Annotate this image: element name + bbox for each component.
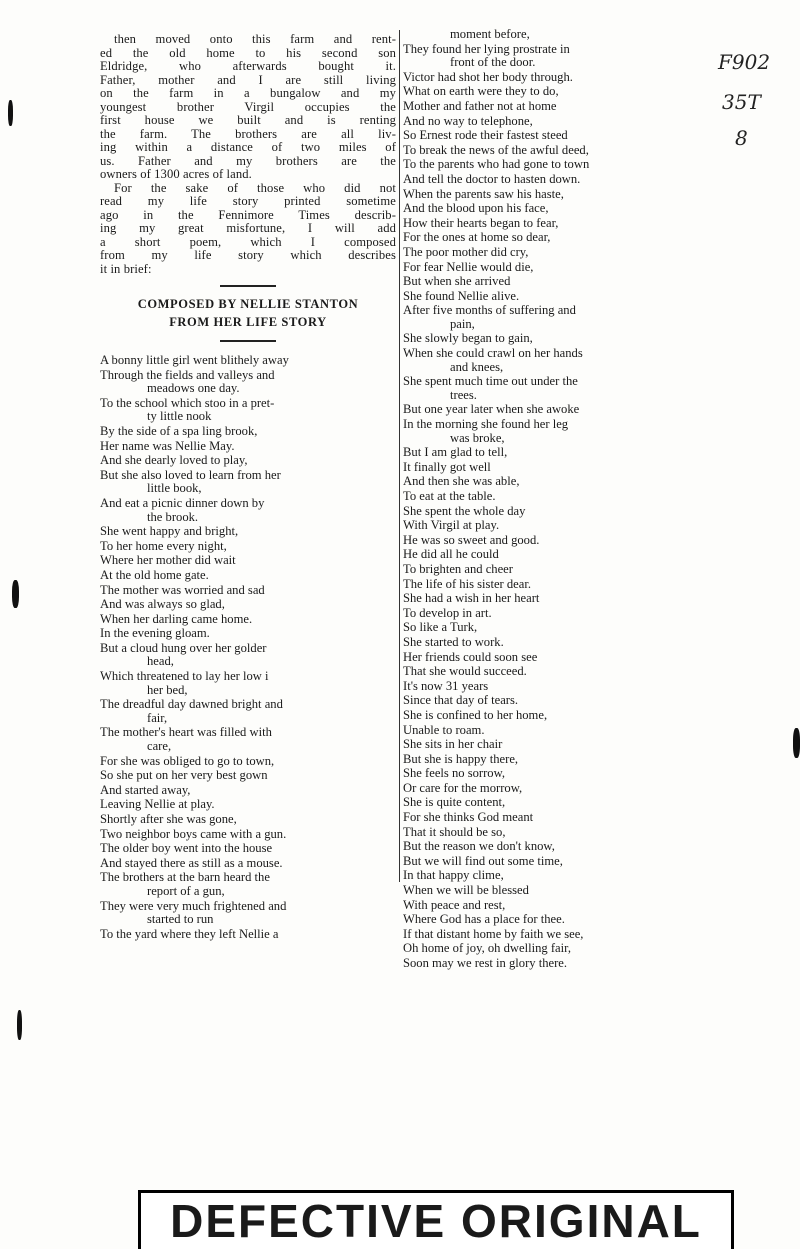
poem-line: Which threatened to lay her low i	[100, 669, 269, 684]
poem-line: And no way to telephone,	[403, 113, 533, 128]
poem-line: And the blood upon his face,	[403, 201, 549, 216]
poem-line: With Virgil at play.	[403, 518, 500, 533]
poem-line: She started to work.	[403, 634, 504, 649]
poem-line: For she thinks God meant	[403, 810, 534, 825]
binding-mark	[8, 100, 13, 126]
intro-line: youngest brother Virgil occupies the	[100, 99, 396, 114]
poem-line: Through the fields and valleys and	[100, 367, 275, 382]
poem-line: To break the news of the awful deed,	[403, 142, 589, 157]
poem-line: And eat a picnic dinner down by	[100, 495, 265, 510]
poem-line: But when she arrived	[403, 274, 511, 289]
poem-line: How their hearts began to fear,	[403, 215, 559, 230]
poem-line: But I am glad to tell,	[403, 445, 508, 460]
poem-line: When her darling came home.	[100, 611, 253, 626]
intro-paragraph	[100, 33, 396, 182]
poem-line: report of a gun,	[147, 883, 225, 898]
intro-line: Eldridge, who afterwards bought it.	[100, 59, 396, 73]
poem-line: When the parents saw his haste,	[403, 186, 564, 201]
poem-line: In the morning she found her leg	[403, 417, 569, 432]
poem-line: The brothers at the barn heard the	[100, 870, 270, 885]
poem-line: The dreadful day dawned bright and	[100, 697, 283, 712]
binding-mark	[793, 728, 800, 758]
poem-line: It's now 31 years	[403, 678, 489, 693]
poem-line: To eat at the table.	[403, 489, 496, 503]
poem-line: Two neighbor boys came with a gun.	[100, 826, 287, 841]
poem-line: After five months of suffering and	[403, 303, 576, 318]
poem-line: That it should be so,	[403, 824, 506, 839]
poem-line: To the school which stoo in a pret-	[100, 395, 275, 410]
poem-line: trees.	[450, 387, 477, 402]
poem-line: It finally got well	[403, 459, 491, 474]
poem-line: She went happy and bright,	[100, 524, 239, 539]
poem-line: He did all he could	[403, 547, 499, 562]
poem-line: With peace and rest,	[403, 897, 506, 912]
poem-line: A bonny little girl went blithely away	[100, 353, 289, 367]
poem-line: But she also loved to learn from her	[100, 467, 281, 482]
margin-note-1: F902	[718, 50, 771, 74]
poem-line: head,	[147, 654, 174, 669]
poem-line: Her friends could soon see	[403, 649, 538, 664]
poem-line: Leaving Nellie at play.	[100, 797, 215, 812]
paragraph-line: ago in the Fennimore Times describ-	[100, 207, 396, 222]
poem-line: the brook.	[147, 509, 199, 524]
poem-line: And started away,	[100, 782, 191, 797]
poem-line: In the evening gloam.	[100, 626, 210, 641]
poem-right	[403, 28, 697, 971]
poem-line: care,	[147, 739, 172, 754]
right-column	[403, 28, 697, 971]
poem-heading-line2: FROM HER LIFE STORY	[169, 315, 327, 329]
intro-line: owners of 1300 acres of land.	[100, 167, 252, 181]
poem-line: The older boy went into the house	[100, 841, 273, 856]
poem-line: The poor mother did cry,	[403, 244, 529, 259]
intro-line: ing within a distance of two miles of	[100, 140, 396, 154]
poem-line: Since that day of tears.	[403, 693, 519, 708]
poem-line: When we will be blessed	[403, 883, 529, 898]
poem-line: To develop in art.	[403, 605, 492, 620]
binding-mark	[12, 580, 19, 608]
poem-line: But one year later when she awoke	[403, 402, 580, 417]
poem-line: The mother was worried and sad	[100, 582, 265, 597]
poem-line: She spent the whole day	[403, 503, 526, 518]
poem-line: And then she was able,	[403, 474, 520, 489]
poem-line: She found Nellie alive.	[403, 288, 520, 303]
paragraph-line: a short poem, which I composed	[100, 234, 396, 249]
poem-line: little book,	[147, 481, 202, 496]
poem-line: She is confined to her home,	[403, 707, 548, 722]
poem-line: front of the door.	[450, 55, 536, 70]
poem-line: So like a Turk,	[403, 620, 478, 635]
poem-line: And tell the doctor to hasten down.	[403, 171, 581, 186]
poem-line: But she is happy there,	[403, 751, 519, 766]
poem-line: meadows one day.	[147, 381, 240, 396]
poem-line: But a cloud hung over her golder	[100, 640, 267, 655]
poem-line: fair,	[147, 710, 168, 725]
poem-line: When she could crawl on her hands	[403, 346, 583, 361]
poem-line: She is quite content,	[403, 795, 506, 810]
poem-line: Oh home of joy, oh dwelling fair,	[403, 941, 571, 956]
poem-line: For the ones at home so dear,	[403, 230, 551, 245]
poem-line: The mother's heart was filled with	[100, 725, 272, 740]
poem-left	[100, 354, 396, 941]
poem-line: For she was obliged to go to town,	[100, 753, 275, 768]
poem-line: But the reason we don't know,	[403, 839, 555, 854]
poem-line: And she dearly loved to play,	[100, 453, 248, 468]
poem-heading-line1: COMPOSED BY NELLIE STANTON	[137, 297, 359, 311]
intro-line: the farm. The brothers are all liv-	[100, 126, 396, 141]
intro-line: first house we built and is renting	[100, 113, 396, 127]
poem-line: Where God has a place for thee.	[403, 912, 565, 927]
left-column	[100, 33, 396, 941]
heading-rule-bottom	[220, 340, 276, 342]
paragraph-line: it in brief:	[100, 261, 152, 276]
heading-rule-top	[220, 285, 276, 287]
poem-line: Soon may we rest in glory there.	[403, 956, 568, 970]
margin-note-2: 35T	[722, 90, 761, 114]
poem-line: And was always so glad,	[100, 597, 225, 612]
poem-line: By the side of a spa ling brook,	[100, 423, 258, 438]
poem-line: In that happy clime,	[403, 868, 504, 883]
poem-line: To brighten and cheer	[403, 561, 513, 576]
poem-line: She sits in her chair	[403, 737, 503, 752]
poem-line: At the old home gate.	[100, 567, 209, 582]
paragraph-line: from my life story which describes	[100, 248, 396, 262]
poem-line: Unable to roam.	[403, 722, 485, 737]
poem-line: She spent much time out under the	[403, 374, 578, 389]
poem-line: Victor had shot her body through.	[403, 69, 573, 84]
poem-line: started to run	[147, 912, 214, 927]
poem-line: She feels no sorrow,	[403, 766, 506, 781]
poem-line: ty little nook	[147, 409, 212, 424]
poem-line: For fear Nellie would die,	[403, 259, 534, 274]
paragraph-line: read my life story printed sometime	[100, 194, 396, 208]
poem-line: Shortly after she was gone,	[100, 812, 237, 826]
intro-line: us. Father and my brothers are the	[100, 153, 396, 168]
intro-line: then moved onto this farm and rent-	[114, 32, 396, 46]
poem-line: She slowly began to gain,	[403, 331, 533, 346]
poem-line: and knees,	[450, 359, 504, 374]
poem-line: What on earth were they to do,	[403, 84, 559, 99]
poem-line: To the parents who had gone to town	[403, 157, 590, 172]
intro-line: on the farm in a bungalow and my	[100, 86, 396, 100]
poem-line: If that distant home by faith we see,	[403, 926, 584, 941]
poem-line: They found her lying prostrate in	[403, 41, 570, 56]
column-divider	[399, 30, 400, 882]
poem-line: Mother and father not at home	[403, 98, 557, 113]
poem-line: moment before,	[450, 27, 530, 41]
poem-line: Or care for the morrow,	[403, 780, 523, 795]
paragraph-line: For the sake of those who did not	[114, 180, 396, 195]
poem-line: was broke,	[450, 430, 505, 445]
binding-mark	[17, 1010, 22, 1040]
margin-note-3: 8	[735, 126, 748, 150]
defective-original-banner: DEFECTIVE ORIGINAL	[138, 1190, 734, 1249]
poem-line: Where her mother did wait	[100, 553, 236, 568]
poem-line: So Ernest rode their fastest steed	[403, 128, 568, 143]
poem-line: So she put on her very best gown	[100, 768, 268, 783]
poem-line: To the yard where they left Nellie a	[100, 926, 279, 941]
poem-line: her bed,	[147, 682, 188, 697]
poem-line: pain,	[450, 316, 475, 331]
poem-line: And stayed there as still as a mouse.	[100, 855, 283, 870]
poem-line: He was so sweet and good.	[403, 532, 540, 547]
poem-line: She had a wish in her heart	[403, 591, 540, 606]
intro-line: Father, mother and I are still living	[100, 72, 396, 87]
poem-line: That she would succeed.	[403, 664, 527, 679]
poem-line: They were very much frightened and	[100, 898, 287, 913]
poem-line: Her name was Nellie May.	[100, 438, 235, 453]
poem-line: But we will find out some time,	[403, 853, 563, 868]
second-paragraph	[100, 182, 396, 277]
poem-line: To her home every night,	[100, 538, 227, 553]
poem-line: The life of his sister dear.	[403, 576, 531, 591]
paragraph-line: ing my great misfortune, I will add	[100, 221, 396, 235]
intro-line: ed the old home to his second son	[100, 45, 396, 60]
